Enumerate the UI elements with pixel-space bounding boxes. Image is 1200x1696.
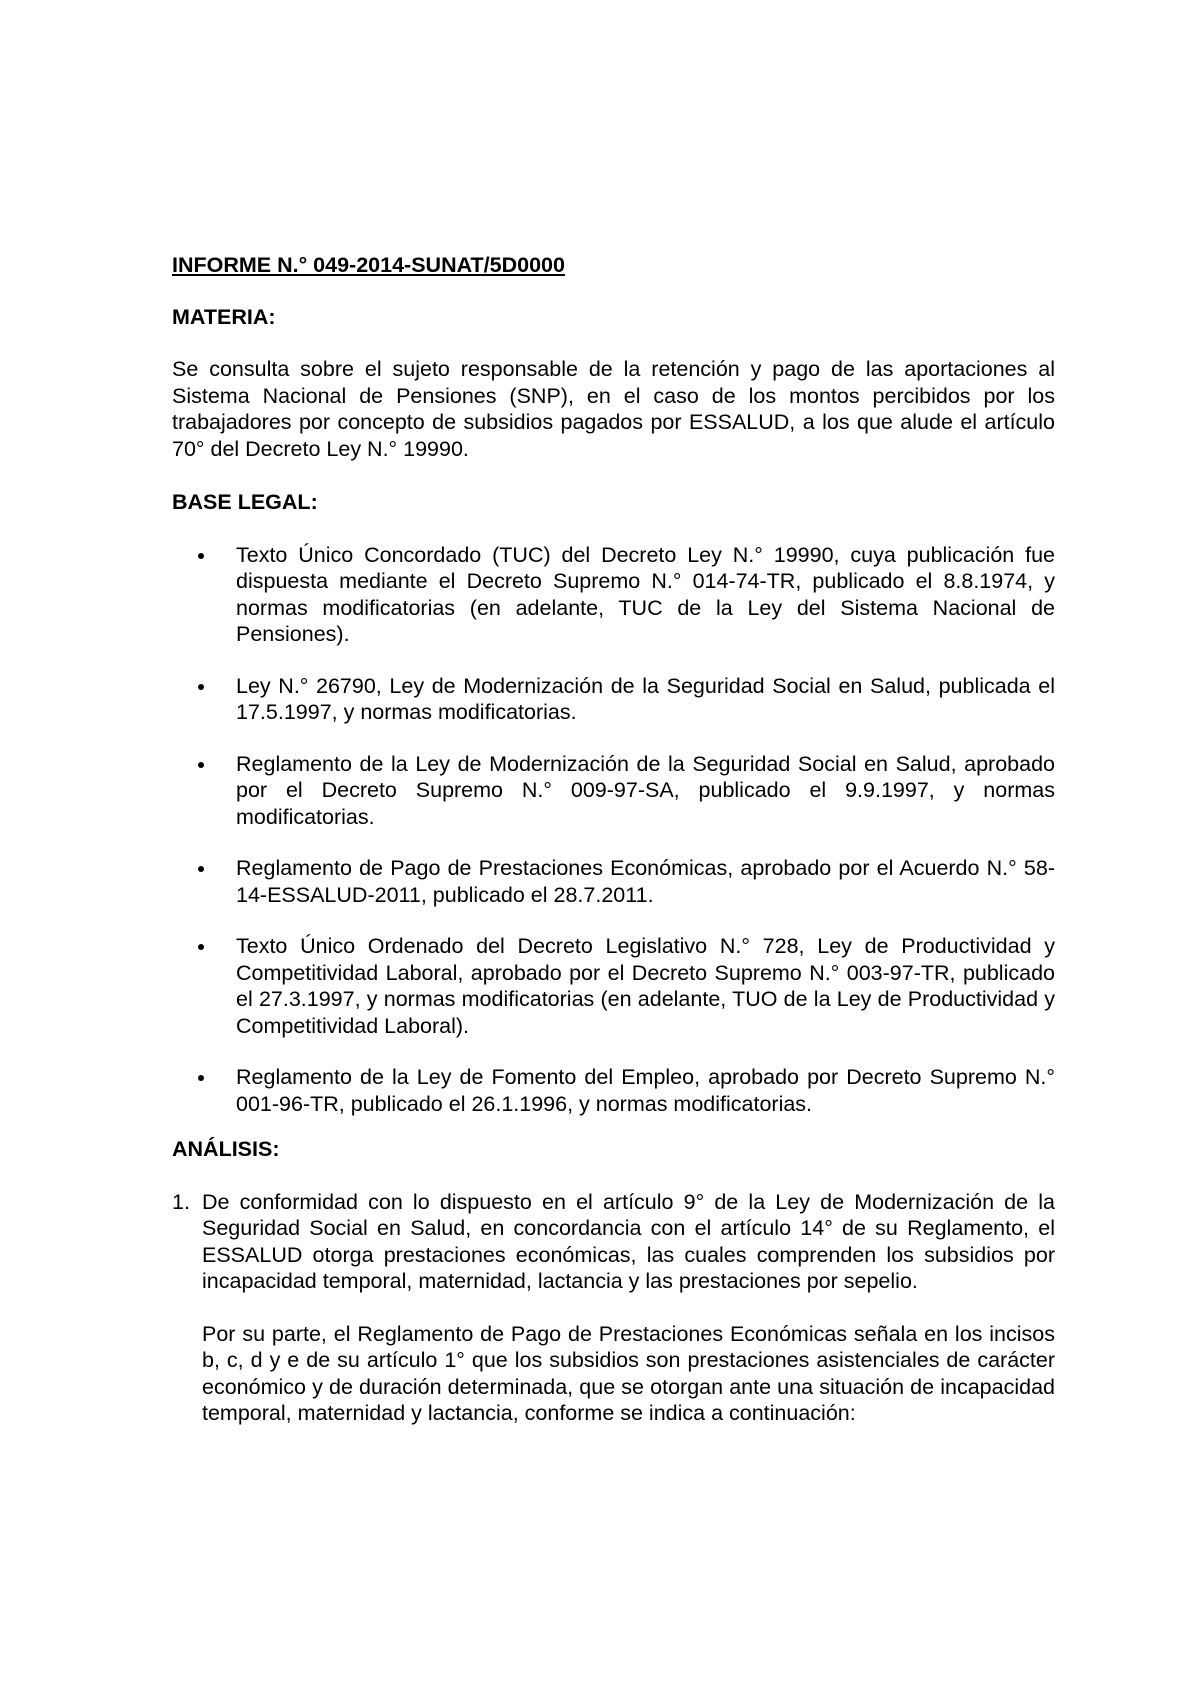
materia-text: Se consulta sobre el sujeto responsable de la retención y pago de las aportaciones al Sistema Nacional de Pensiones (SNP), en el caso de los montos percibidos por los trabajadores por concepto de subsidios pagados por ESSALUD, a los que alude el artículo 70° del Decreto Ley N.° 19990.: [172, 357, 1055, 461]
base-legal-item-text: Reglamento de la Ley de Fomento del Empleo, aprobado por Decreto Supremo N.° 001-96-TR, publicado el 26.1.1996, y normas modificatorias.: [236, 1065, 1055, 1116]
bullet-icon: [198, 866, 204, 872]
base-legal-item: [172, 751, 1055, 831]
base-legal-item: [172, 673, 1055, 726]
base-legal-list: [172, 542, 1055, 1118]
bullet-icon: [198, 944, 204, 950]
analisis-paragraph: De conformidad con lo dispuesto en el artículo 9° de la Ley de Modernización de la Seguridad Social en Salud, en concordancia con el artículo 14° de su Reglamento, el ESSALUD otorga prestaciones económicas, las cuales comprenden los subsidios por incapacidad temporal, maternidad, lactancia y las prestaciones por sepelio.: [202, 1189, 1055, 1293]
bullet-icon: [198, 684, 204, 690]
analisis-paragraph: Por su parte, el Reglamento de Pago de Prestaciones Económicas señala en los incisos b, c, d y e de su artículo 1° que los subsidios son prestaciones asistenciales de carácter económico y de duración determinada, que se otorgan ante una situación de incapacidad temporal, maternidad y lactancia, conforme se indica a continuación:: [202, 1321, 1055, 1425]
analisis-list: [172, 1189, 1055, 1427]
materia-heading: MATERIA:: [172, 304, 276, 329]
base-legal-item: [172, 855, 1055, 908]
base-legal-item: [172, 933, 1055, 1039]
base-legal-item-text: Texto Único Ordenado del Decreto Legislativo N.° 728, Ley de Productividad y Competitividad Laboral, aprobado por el Decreto Supremo N.° 003-97-TR, publicado el 27.3.1997, y normas modificatorias (en adelante, TUO de la Ley de Productividad y Competitividad Laboral).: [236, 934, 1055, 1038]
document-title: INFORME N.° 049-2014-SUNAT/5D0000: [172, 253, 565, 277]
analisis-item-number: 1.: [172, 1189, 190, 1214]
base-legal-item-text: Reglamento de la Ley de Modernización de la Seguridad Social en Salud, aprobado por el Decreto Supremo N.° 009-97-SA, publicado el 9.9.1997, y normas modificatorias.: [236, 751, 1055, 829]
bullet-icon: [198, 762, 204, 768]
base-legal-item: [172, 1064, 1055, 1117]
base-legal-item-text: Texto Único Concordado (TUC) del Decreto Ley N.° 19990, cuya publicación fue dispuesta mediante el Decreto Supremo N.° 014-74-TR, publicado el 8.8.1974, y normas modificatorias (en adelante, TUC de la Ley del Sistema Nacional de Pensiones).: [236, 542, 1055, 646]
document-page: [172, 252, 1055, 1427]
analisis-item: [172, 1189, 1055, 1427]
base-legal-heading: BASE LEGAL:: [172, 490, 318, 514]
analisis-heading: ANÁLISIS:: [172, 1137, 280, 1161]
base-legal-item-text: Ley N.° 26790, Ley de Modernización de la Seguridad Social en Salud, publicada el 17.5.1997, y normas modificatorias.: [236, 673, 1055, 724]
base-legal-item-text: Reglamento de Pago de Prestaciones Económicas, aprobado por el Acuerdo N.° 58-14-ESSALUD-2011, publicado el 28.7.2011.: [236, 856, 1055, 907]
bullet-icon: [198, 553, 204, 559]
base-legal-item: [172, 542, 1055, 648]
bullet-icon: [198, 1075, 204, 1081]
